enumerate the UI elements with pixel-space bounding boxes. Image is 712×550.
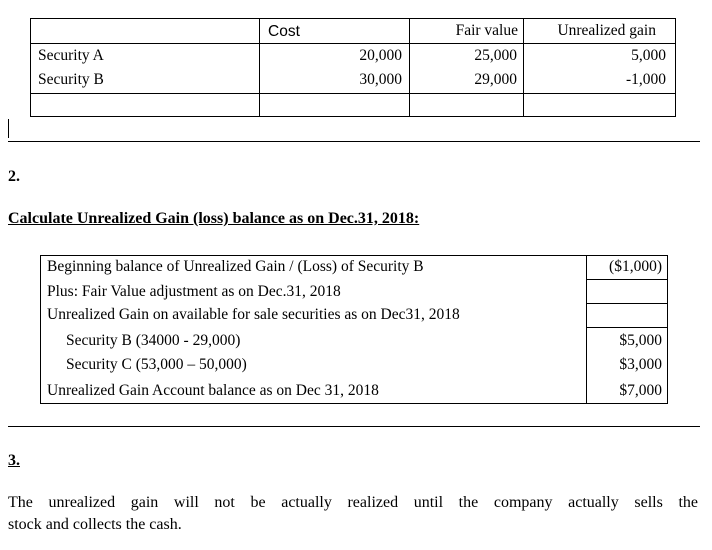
section-3-text-line1: The unrealized gain will not be actually realized until the company actually sells the [8,494,698,511]
table-row-label: Security C (53,000 – 50,000) [66,356,247,373]
section-3-text-line2: stock and collects the cash. [8,516,182,533]
table-row-value: $7,000 [619,382,662,399]
table-row-label: Plus: Fair Value adjustment as on Dec.31, 2018 [47,283,341,300]
text-cursor [8,119,9,138]
section-2-number: 2. [8,168,20,185]
table-row-fair-value: 25,000 [474,47,517,64]
table-row-label: Unrealized Gain Account balance as on Dec 31, 2018 [47,382,379,399]
section-2-title: Calculate Unrealized Gain (loss) balance as on Dec.31, 2018: [8,210,420,227]
table-row-name: Security A [38,47,104,64]
table-row-label: Unrealized Gain on available for sale securities as on Dec31, 2018 [47,306,460,323]
table-row-value: ($1,000) [609,258,662,275]
table-row-cost: 20,000 [359,47,402,64]
table-row-name: Security B [38,71,104,88]
table-row-unrealized-gain: 5,000 [631,47,666,64]
table-row-cost: 30,000 [359,71,402,88]
section-3-number: 3. [8,452,20,469]
section-divider [8,426,700,427]
table-row-value: $3,000 [619,356,662,373]
section-divider [8,141,700,142]
table-row-value: $5,000 [619,332,662,349]
table-row-unrealized-gain: -1,000 [625,71,666,88]
header-fair-value: Fair value [455,22,518,39]
table-row-fair-value: 29,000 [474,71,517,88]
header-cost: Cost [268,23,300,40]
header-unrealized-gain: Unrealized gain [557,22,656,39]
table-row-label: Beginning balance of Unrealized Gain / (Loss) of Security B [47,258,424,275]
table-row-label: Security B (34000 - 29,000) [66,332,241,349]
